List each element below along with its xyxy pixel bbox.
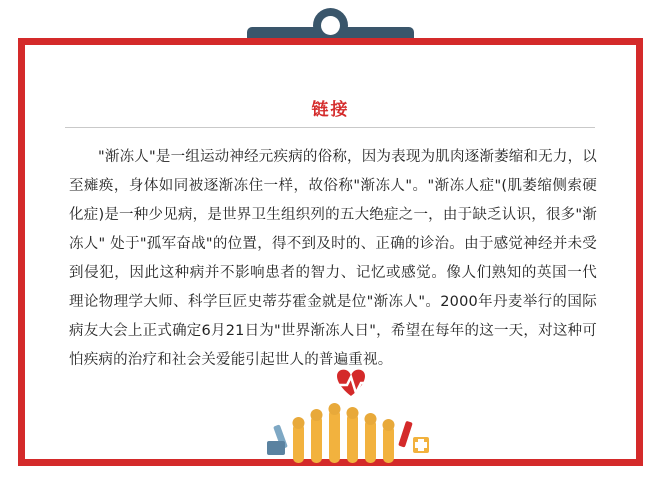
heart-with-hands-illustration	[263, 363, 453, 467]
clip-hole-icon	[321, 16, 340, 35]
content-card	[18, 38, 643, 466]
article-body: "渐冻人"是一组运动神经元疾病的俗称，因为表现为肌肉逐渐萎缩和无力，以至瘫痪，身体如同被逐渐冻住一样，故俗称"渐冻人"。"渐冻人症"(肌萎缩侧索硬化症)是一种少见病，是世界卫生组织列的五大绝症之一，由于缺乏认识，很多"渐冻人" 处于"孤军奋战"的位置，得不到及时的、正确的诊治。由于感觉神经并未受到侵犯，因此这种病并不影响患者的智力、记忆或感觉。像人们熟知的英国一代理论物理学大师、科学巨匠史蒂芬霍金就是位"渐冻人"。2000年丹麦举行的国际病友大会上正式确定6月21日为"世界渐冻人日"，希望在每年的这一天，对这种可怕疾病的治疗和社会关爱能引起世人的普遍重视。	[69, 149, 597, 368]
page-title: 链接	[311, 100, 350, 120]
title-divider	[65, 127, 595, 128]
